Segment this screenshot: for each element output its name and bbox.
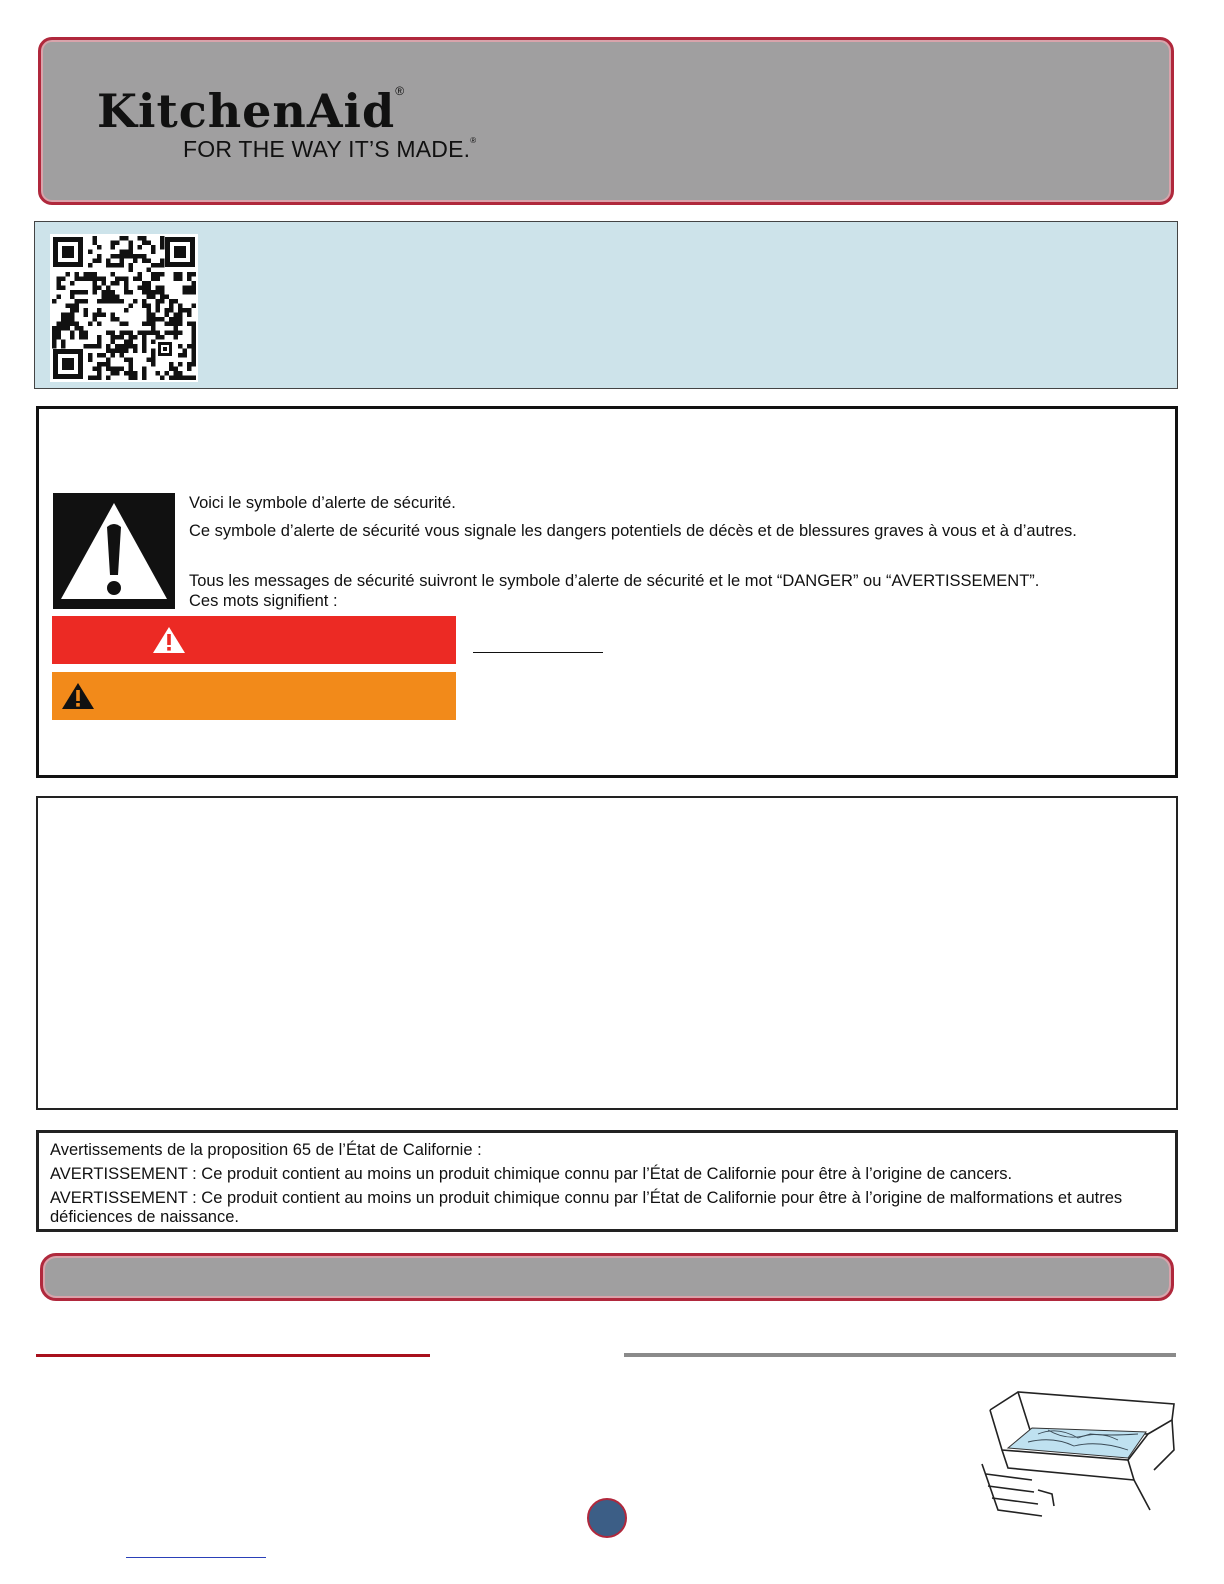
section-rule-red [36,1354,430,1357]
danger-alert-icon [152,626,186,654]
safety-paragraph-2-line-1: Tous les messages de sécurité suivront le symbole d’alerte de sécurité et le mot “DANGER” ou “AVERTISSEMENT”. [189,572,1040,590]
registered-mark: ® [395,84,406,98]
header-banner [38,37,1174,205]
brand-logo [97,84,405,138]
safety-paragraph-2-line-2: Ces mots signifient : [189,592,338,610]
section-banner [40,1253,1174,1301]
underline-rule [473,652,603,653]
prop65-title: Avertissements de la proposition 65 de l’État de Californie : [50,1141,482,1159]
drawer-illustration [978,1390,1178,1522]
prop65-warning-1: AVERTISSEMENT : Ce produit contient au moins un produit chimique connu par l’État de Californie pour être à l’origine de cancers. [50,1165,1013,1183]
content-box [36,796,1178,1110]
safety-box [36,406,1178,778]
warning-alert-icon [61,682,95,710]
warning-bar [52,672,456,720]
brand-tagline-text: FOR THE WAY IT’S MADE. [183,136,471,162]
qr-panel [34,221,1178,389]
page-indicator-dot [587,1498,627,1538]
prop65-box [36,1130,1178,1232]
safety-intro: Voici le symbole d’alerte de sécurité. [189,494,456,512]
safety-paragraph-1: Ce symbole d’alerte de sécurité vous signale les dangers potentiels de décès et de blessures graves à vous et à d’autres. [189,522,1077,540]
brand-tagline [183,136,476,163]
tagline-registered-mark: ® [470,136,477,145]
qr-code[interactable] [50,234,198,382]
link-underline[interactable] [126,1557,266,1558]
alert-triangle-icon [53,493,175,609]
brand-name: KitchenAid [97,84,396,138]
section-rule-gray [624,1353,1176,1357]
prop65-warning-2: AVERTISSEMENT : Ce produit contient au moins un produit chimique connu par l’État de Californie pour être à l’origine de malformations et autres déficiences de naissance. [50,1189,1123,1226]
danger-bar [52,616,456,664]
qr-code-graphic [50,234,198,382]
